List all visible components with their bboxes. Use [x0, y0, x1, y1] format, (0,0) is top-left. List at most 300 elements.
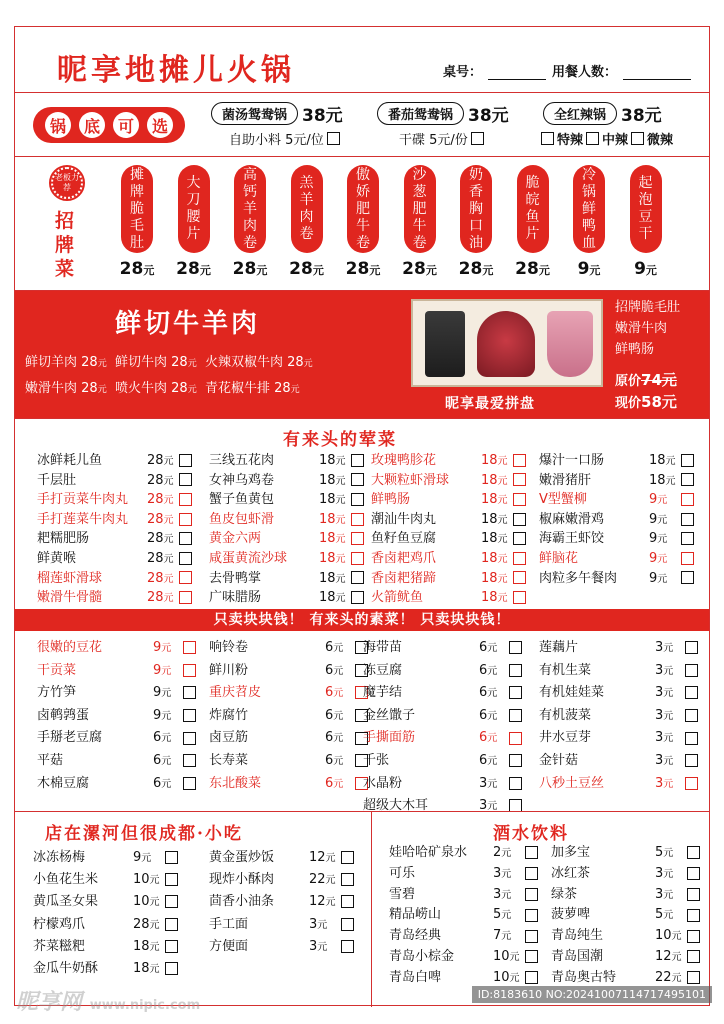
platter-item: 招牌脆毛肚	[615, 300, 681, 315]
item-price-value: 18	[481, 472, 498, 488]
item-name: 女神乌鸡卷	[209, 472, 275, 488]
item-price-value: 10	[655, 928, 672, 944]
spice-level	[541, 129, 673, 148]
item-checkbox[interactable]	[183, 686, 196, 699]
price-unit: 元	[663, 733, 674, 745]
item-checkbox[interactable]	[685, 754, 698, 767]
item-checkbox[interactable]	[509, 709, 522, 722]
price-unit: 元	[425, 264, 437, 277]
item-price-value: 6	[479, 640, 488, 655]
item-name: 青岛奥古特	[551, 969, 617, 985]
item-checkbox[interactable]	[525, 971, 538, 984]
fresh-meat-row	[25, 377, 300, 396]
dish-name-char: 奶	[469, 166, 483, 183]
pot-option-name: 番茄鸳鸯锅	[377, 102, 464, 125]
item-price-value: 18	[319, 590, 336, 606]
item-checkbox[interactable]	[681, 493, 694, 506]
dish-name-char: 鲜	[582, 200, 596, 217]
price-unit: 元	[501, 889, 512, 901]
item-checkbox[interactable]	[687, 867, 700, 880]
item-price-value: 3	[655, 865, 664, 881]
item-price-value: 9	[649, 492, 658, 508]
original-price-label: 原价	[615, 374, 642, 389]
item-price	[493, 926, 511, 948]
item-checkbox[interactable]	[681, 513, 694, 526]
item-name: 蟹子鱼黄包	[209, 492, 275, 508]
item-checkbox[interactable]	[351, 591, 364, 604]
item-price	[481, 588, 508, 609]
diners-count-field[interactable]	[623, 66, 691, 80]
dish-name-char: 豆	[638, 209, 653, 225]
dish-name-char: 肥	[412, 200, 427, 217]
dish-price-value: 9	[634, 259, 646, 279]
item-price	[493, 864, 511, 886]
item-checkbox[interactable]	[513, 532, 526, 545]
item-checkbox[interactable]	[165, 918, 178, 931]
item-price-value: 5	[493, 907, 502, 923]
item-price-value: 9	[649, 511, 658, 527]
item-price	[655, 637, 673, 661]
item-price	[493, 905, 511, 927]
item-checkbox[interactable]	[341, 918, 354, 931]
price-unit: 元	[333, 665, 344, 677]
item-price	[325, 727, 343, 751]
snacks-section-title: 店在漯河但很成都·小吃	[45, 824, 243, 844]
item-price	[655, 905, 673, 927]
item-price	[133, 914, 160, 937]
item-checkbox[interactable]	[513, 493, 526, 506]
item-price	[133, 958, 160, 981]
item-checkbox[interactable]	[685, 664, 698, 677]
signature-dish[interactable]	[404, 165, 436, 253]
item-name: 方便面	[209, 938, 249, 954]
price-unit: 元	[161, 688, 172, 700]
item-checkbox[interactable]	[509, 664, 522, 677]
diners-label: 用餐人数：	[551, 65, 617, 80]
item-checkbox[interactable]	[681, 454, 694, 467]
item-checkbox[interactable]	[509, 686, 522, 699]
item-name: 金针菇	[539, 752, 579, 768]
item-price-value: 18	[319, 453, 336, 468]
item-name: 有机娃娃菜	[539, 685, 605, 701]
spice-extra-hot-label: 特辣	[557, 133, 584, 148]
item-name: 青岛经典	[389, 928, 442, 944]
price-unit: 元	[663, 910, 674, 922]
price-unit: 元	[335, 534, 346, 546]
current-price	[615, 391, 677, 412]
item-checkbox[interactable]	[687, 846, 700, 859]
pot-option[interactable]	[211, 101, 343, 126]
item-price	[493, 843, 511, 865]
signature-dish[interactable]	[630, 165, 662, 253]
item-price-value: 6	[153, 730, 162, 746]
item-checkbox[interactable]	[509, 777, 522, 790]
item-name: 香卤耙猪蹄	[371, 570, 437, 586]
item-price	[147, 490, 174, 511]
item-checkbox[interactable]	[179, 493, 192, 506]
item-checkbox[interactable]	[687, 950, 700, 963]
condiment-option	[229, 129, 340, 148]
item-checkbox[interactable]	[685, 709, 698, 722]
watermark-logo	[16, 985, 200, 1016]
item-price-value: 18	[319, 531, 336, 547]
item-price	[655, 947, 682, 969]
item-checkbox[interactable]	[179, 591, 192, 604]
item-name: 绿茶	[551, 886, 578, 902]
price-unit: 元	[497, 475, 508, 487]
price-unit: 元	[665, 475, 676, 487]
price-unit: 元	[317, 941, 328, 953]
item-price	[649, 490, 667, 511]
pot-base-section	[15, 93, 709, 157]
item-price-value: 3	[655, 752, 664, 768]
item-name: 海带苗	[363, 640, 403, 655]
price-unit: 元	[501, 848, 512, 859]
price-unit: 元	[501, 868, 512, 880]
item-checkbox[interactable]	[525, 950, 538, 963]
item-checkbox[interactable]	[165, 895, 178, 908]
item-price	[153, 773, 171, 797]
meat-name: 嫩滑牛肉	[25, 381, 78, 396]
price-unit: 元	[482, 264, 494, 277]
dish-name-char: 起	[638, 175, 653, 191]
price-unit: 元	[163, 553, 174, 565]
item-checkbox[interactable]	[341, 851, 354, 864]
item-checkbox[interactable]	[351, 532, 364, 545]
dish-name-char: 油	[469, 234, 483, 251]
item-name: 莲藕片	[539, 640, 579, 655]
item-name: 鱼籽鱼豆腐	[371, 531, 437, 547]
meat-price: 28	[171, 355, 188, 370]
table-label: 桌号：	[442, 65, 482, 80]
item-name: 手撕面筋	[363, 730, 416, 746]
item-checkbox[interactable]	[351, 493, 364, 506]
item-checkbox[interactable]	[513, 454, 526, 467]
pot-option-name: 菌汤鸳鸯锅	[211, 102, 298, 125]
item-price	[153, 727, 171, 751]
item-name: 响铃卷	[209, 640, 249, 655]
item-checkbox[interactable]	[351, 473, 364, 486]
item-name: 方竹笋	[37, 685, 77, 701]
item-checkbox[interactable]	[509, 732, 522, 745]
item-checkbox[interactable]	[681, 571, 694, 584]
item-checkbox[interactable]	[525, 930, 538, 943]
dish-name-char: 摊	[130, 166, 144, 183]
dish-price-value: 28	[176, 259, 200, 279]
item-price	[309, 914, 327, 937]
item-checkbox[interactable]	[509, 641, 522, 654]
item-price	[325, 682, 343, 706]
item-price-value: 18	[481, 570, 498, 586]
divider	[371, 811, 372, 1007]
item-price	[319, 588, 346, 609]
item-checkbox[interactable]	[513, 513, 526, 526]
meat-name: 青花椒牛排	[204, 381, 270, 396]
price-unit: 元	[369, 264, 381, 277]
signature-dish[interactable]	[291, 165, 323, 253]
price-unit: 元	[325, 897, 336, 909]
item-price-value: 18	[481, 511, 498, 527]
price-unit: 元	[487, 755, 498, 767]
item-price-value: 3	[479, 775, 488, 791]
spice-medium-checkbox[interactable]	[586, 132, 599, 145]
item-checkbox[interactable]	[183, 664, 196, 677]
price-unit: 元	[161, 665, 172, 677]
item-name: 很嫩的豆花	[37, 640, 103, 655]
item-checkbox[interactable]	[165, 851, 178, 864]
item-price-value: 3	[655, 640, 664, 655]
dish-name-char: 肥	[356, 200, 370, 217]
item-price	[147, 510, 174, 531]
item-checkbox[interactable]	[525, 846, 538, 859]
tripe-portion	[425, 311, 465, 377]
meat-price: 28	[287, 355, 304, 370]
signature-dish[interactable]	[121, 165, 153, 253]
item-checkbox[interactable]	[513, 473, 526, 486]
price-unit: 元	[487, 778, 498, 790]
signature-dish[interactable]	[234, 165, 266, 253]
item-checkbox[interactable]	[179, 552, 192, 565]
dish-name-char: 干	[638, 226, 653, 242]
price-unit: 元	[335, 475, 346, 487]
item-name: 手打贡菜牛肉丸	[37, 492, 129, 508]
item-name: 柠檬鸡爪	[33, 916, 86, 932]
item-price-value: 3	[309, 938, 318, 954]
dish-name-char: 鸭	[582, 217, 596, 234]
fresh-meat-row	[25, 351, 313, 370]
item-checkbox[interactable]	[351, 552, 364, 565]
dish-price-value: 28	[458, 259, 483, 279]
item-name: 加多宝	[551, 845, 591, 860]
item-checkbox[interactable]	[525, 867, 538, 880]
item-price	[133, 847, 151, 870]
pot-badge-char: 选	[147, 112, 173, 138]
dish-name-char: 脆	[130, 200, 144, 217]
dish-name-char: 脆	[525, 175, 540, 191]
price-unit: 元	[161, 755, 172, 767]
dish-name-char: 肉	[243, 217, 257, 234]
item-price-value: 6	[479, 662, 488, 678]
item-price-value: 18	[319, 472, 336, 488]
item-price-value: 10	[493, 948, 510, 964]
item-checkbox[interactable]	[681, 552, 694, 565]
item-checkbox[interactable]	[179, 473, 192, 486]
pot-base-badge	[33, 107, 185, 143]
item-checkbox[interactable]	[687, 909, 700, 922]
item-price	[649, 471, 676, 492]
item-name: 手打莲菜牛肉丸	[37, 511, 129, 527]
price-unit: 元	[645, 264, 657, 277]
heart-beef-portion	[477, 311, 535, 377]
item-name: 可乐	[389, 865, 416, 881]
item-price-value: 9	[153, 662, 162, 678]
signature-dish[interactable]	[347, 165, 379, 253]
item-checkbox[interactable]	[525, 909, 538, 922]
pot-option[interactable]	[377, 101, 509, 126]
meat-name: 喷火牛肉	[114, 381, 167, 396]
item-checkbox[interactable]	[687, 888, 700, 901]
item-price	[147, 549, 174, 570]
price-unit: 元	[657, 573, 668, 585]
item-name: 东北酸菜	[209, 775, 262, 791]
item-price-value: 6	[325, 685, 334, 701]
item-checkbox[interactable]	[687, 971, 700, 984]
item-name: 嫩滑牛骨髓	[37, 590, 103, 606]
item-price-value: 6	[325, 640, 334, 655]
item-checkbox[interactable]	[341, 895, 354, 908]
item-checkbox[interactable]	[513, 571, 526, 584]
price-unit: 元	[335, 495, 346, 507]
pot-badge-char: 底	[79, 112, 105, 138]
item-price	[325, 705, 343, 729]
signature-dish[interactable]	[573, 165, 605, 253]
price-unit: 元	[487, 710, 498, 722]
signature-dish[interactable]	[517, 165, 549, 253]
item-name: 现炸小酥肉	[209, 872, 275, 888]
item-checkbox[interactable]	[681, 532, 694, 545]
item-name: 去骨鸭掌	[209, 570, 262, 586]
table-number-field[interactable]	[488, 66, 546, 80]
signature-dish[interactable]	[460, 165, 492, 253]
item-checkbox[interactable]	[183, 732, 196, 745]
price-unit: 元	[149, 875, 160, 887]
price-unit: 元	[509, 972, 520, 984]
price-unit: 元	[333, 643, 344, 654]
item-checkbox[interactable]	[165, 940, 178, 953]
price-unit: 元	[317, 919, 328, 931]
item-checkbox[interactable]	[351, 571, 364, 584]
spice-mild-label: 微辣	[647, 133, 674, 148]
item-checkbox[interactable]	[183, 709, 196, 722]
item-checkbox[interactable]	[341, 940, 354, 953]
price-unit: 元	[163, 593, 174, 605]
item-name: 炸腐竹	[209, 707, 249, 723]
price-unit: 元	[149, 919, 160, 931]
price-unit: 元	[497, 495, 508, 507]
item-price	[479, 773, 497, 797]
price-unit: 元	[509, 951, 520, 963]
item-checkbox[interactable]	[183, 641, 196, 654]
item-name: 娃哈哈矿泉水	[389, 845, 468, 860]
platter-item: 鲜鸭肠	[615, 342, 655, 357]
item-price-value: 3	[655, 775, 664, 791]
item-price-value: 18	[319, 511, 336, 527]
item-price	[481, 529, 508, 550]
item-price	[325, 637, 343, 661]
item-name: 芥菜糍粑	[33, 938, 86, 954]
price-unit: 元	[312, 264, 324, 277]
signature-dish[interactable]	[178, 165, 210, 253]
item-checkbox[interactable]	[685, 641, 698, 654]
item-checkbox[interactable]	[183, 754, 196, 767]
meat-price: 28	[81, 381, 98, 396]
dish-price	[340, 259, 386, 279]
item-name: 平菇	[37, 752, 64, 768]
item-price-value: 6	[325, 662, 334, 678]
item-price-value: 12	[309, 850, 326, 865]
item-checkbox[interactable]	[685, 686, 698, 699]
item-checkbox[interactable]	[179, 571, 192, 584]
dish-price-value: 28	[232, 259, 257, 279]
item-name: 冰冻杨梅	[33, 850, 86, 865]
item-price	[319, 510, 346, 531]
item-checkbox[interactable]	[685, 777, 698, 790]
item-checkbox[interactable]	[509, 754, 522, 767]
item-checkbox[interactable]	[513, 591, 526, 604]
item-name: 魔芋结	[363, 685, 403, 701]
original-price-value: 74元	[641, 371, 677, 389]
price-unit: 元	[501, 910, 512, 922]
item-price-value: 18	[481, 453, 498, 468]
item-price	[133, 936, 160, 959]
item-checkbox[interactable]	[183, 777, 196, 790]
item-name: 有机生菜	[539, 662, 592, 678]
dish-name-char: 葱	[412, 183, 427, 200]
item-checkbox[interactable]	[525, 888, 538, 901]
item-checkbox[interactable]	[687, 930, 700, 943]
item-name: 肉粒多午餐肉	[539, 570, 618, 586]
item-price-value: 9	[153, 707, 162, 723]
order-meta	[443, 61, 691, 80]
item-checkbox[interactable]	[179, 454, 192, 467]
spice-mild-checkbox[interactable]	[631, 132, 644, 145]
item-name: 千张	[363, 752, 390, 768]
dish-price-value: 9	[577, 259, 590, 279]
item-checkbox[interactable]	[165, 962, 178, 975]
item-name: 青岛国潮	[551, 948, 604, 964]
dry-dish-checkbox[interactable]	[471, 132, 484, 145]
dish-name-char: 娇	[356, 183, 370, 200]
pot-option[interactable]	[543, 101, 662, 126]
item-price-value: 18	[481, 550, 498, 566]
item-checkbox[interactable]	[179, 513, 192, 526]
item-price	[655, 864, 673, 886]
item-price	[481, 549, 508, 570]
dish-name-char: 沙	[412, 166, 427, 183]
item-price	[649, 529, 667, 550]
condiment-checkbox[interactable]	[327, 132, 340, 145]
item-checkbox[interactable]	[685, 732, 698, 745]
item-checkbox[interactable]	[351, 513, 364, 526]
price-unit: 元	[663, 665, 674, 677]
spice-extra-hot-checkbox[interactable]	[541, 132, 554, 145]
dish-name-char: 卷	[299, 226, 314, 242]
dish-name-char: 毛	[130, 217, 144, 234]
item-price	[319, 549, 346, 570]
dish-price	[453, 259, 499, 279]
price-unit: 元	[487, 643, 498, 654]
item-price-value: 3	[479, 798, 488, 814]
item-price-value: 18	[133, 938, 150, 954]
item-price-value: 3	[493, 886, 502, 902]
meat-name: 鲜切牛肉	[114, 355, 167, 370]
item-checkbox[interactable]	[179, 532, 192, 545]
item-price	[153, 682, 171, 706]
item-checkbox[interactable]	[351, 454, 364, 467]
price-unit: 元	[149, 897, 160, 909]
price-unit: 元	[187, 359, 197, 369]
item-checkbox[interactable]	[341, 873, 354, 886]
item-checkbox[interactable]	[165, 873, 178, 886]
dish-price	[623, 259, 669, 279]
item-price-value: 6	[153, 752, 162, 768]
item-price-value: 3	[309, 916, 318, 932]
item-checkbox[interactable]	[513, 552, 526, 565]
item-price-value: 6	[479, 730, 488, 746]
meat-name: 鲜切羊肉	[25, 355, 78, 370]
item-price	[655, 885, 673, 907]
item-checkbox[interactable]	[681, 473, 694, 486]
